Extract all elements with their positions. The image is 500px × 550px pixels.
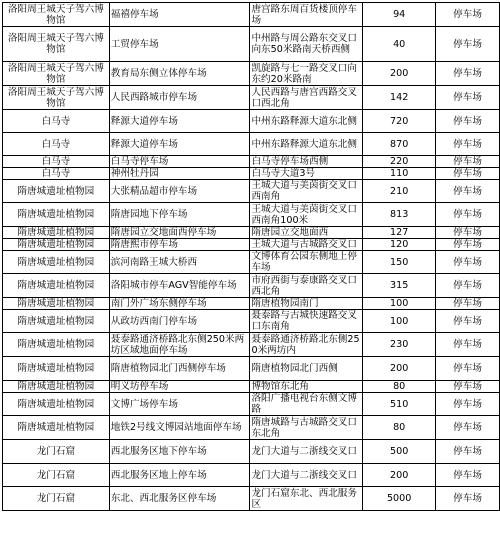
table-row (3, 310, 500, 333)
table-row (3, 227, 500, 239)
type-cell: 停车场 (436, 86, 500, 110)
scenic-area-cell: 龙门石窟 (3, 464, 110, 487)
scenic-area-cell: 白马寺 (3, 110, 110, 133)
scenic-area-cell: 洛阳周王城天子驾六博物馆 (3, 27, 110, 62)
scenic-area-cell: 隋唐城遗址植物园 (3, 239, 110, 251)
address-cell: 王城大道与古城路交叉口 (250, 239, 363, 251)
type-cell: 停车场 (436, 440, 500, 464)
type-cell: 停车场 (436, 310, 500, 333)
table-row (3, 3, 500, 27)
capacity-cell: 210 (363, 180, 436, 203)
address-cell: 市府西街与泰康路交叉口西北角 (250, 274, 363, 298)
parking-name-cell: 隋唐植物园北门西侧停车场 (109, 357, 250, 381)
parking-name-cell: 地铁2号线文博园站地面停车场 (109, 416, 250, 440)
capacity-cell: 813 (363, 203, 436, 227)
scenic-area-cell: 白马寺 (3, 156, 110, 168)
type-cell: 停车场 (436, 333, 500, 357)
parking-name-cell: 西北服务区地上停车场 (109, 464, 250, 487)
type-cell: 停车场 (436, 381, 500, 393)
table-row (3, 133, 500, 156)
parking-name-cell: 聂泰路通济桥路北东侧250米两坊区域地面停车场 (109, 333, 250, 357)
scenic-area-cell: 白马寺 (3, 168, 110, 180)
scenic-area-cell: 隋唐城遗址植物园 (3, 298, 110, 310)
table-row (3, 62, 500, 86)
table-row (3, 487, 500, 511)
capacity-cell: 100 (363, 310, 436, 333)
parking-table (2, 2, 500, 511)
address-cell: 白马寺停车场西侧 (250, 156, 363, 168)
parking-name-cell: 东北、西北服务区停车场 (109, 487, 250, 511)
table-row (3, 156, 500, 168)
scenic-area-cell: 隋唐城遗址植物园 (3, 333, 110, 357)
type-cell: 停车场 (436, 416, 500, 440)
table-row (3, 239, 500, 251)
capacity-cell: 150 (363, 251, 436, 274)
capacity-cell: 110 (363, 168, 436, 180)
address-cell: 王城大道与美茵街交叉口西南角 (250, 180, 363, 203)
scenic-area-cell: 隋唐城遗址植物园 (3, 251, 110, 274)
type-cell: 停车场 (436, 274, 500, 298)
address-cell: 龙门石窟东北、西北服务区 (250, 487, 363, 511)
capacity-cell: 870 (363, 133, 436, 156)
table-row (3, 274, 500, 298)
address-cell: 凯旋路与七一路交叉口向东约20米路南 (250, 62, 363, 86)
capacity-cell: 80 (363, 416, 436, 440)
address-cell: 龙门大道与二浙线交叉口 (250, 440, 363, 464)
address-cell: 文博体育公园东侧地上停车场 (250, 251, 363, 274)
scenic-area-cell: 隋唐城遗址植物园 (3, 393, 110, 416)
type-cell: 停车场 (436, 227, 500, 239)
type-cell: 停车场 (436, 357, 500, 381)
address-cell: 隋唐城路与古城路交叉口东北角 (250, 416, 363, 440)
parking-table-body (3, 3, 500, 511)
capacity-cell: 80 (363, 381, 436, 393)
capacity-cell: 315 (363, 274, 436, 298)
scenic-area-cell: 隋唐城遗址植物园 (3, 310, 110, 333)
parking-name-cell: 从政坊西南门停车场 (109, 310, 250, 333)
parking-name-cell: 释源大道停车场 (109, 110, 250, 133)
parking-name-cell: 西北服务区地下停车场 (109, 440, 250, 464)
parking-name-cell: 明义坊停车场 (109, 381, 250, 393)
scenic-area-cell: 龙门石窟 (3, 487, 110, 511)
address-cell: 聂泰路通济桥路北东侧250米两坊内 (250, 333, 363, 357)
table-row (3, 381, 500, 393)
parking-name-cell: 隋唐园地下停车场 (109, 203, 250, 227)
parking-name-cell: 神州牡丹园 (109, 168, 250, 180)
scenic-area-cell: 隋唐城遗址植物园 (3, 180, 110, 203)
parking-name-cell: 洛阳城市停车AGV智能停车场 (109, 274, 250, 298)
parking-name-cell: 隋唐熙市停车场 (109, 239, 250, 251)
scenic-area-cell: 隋唐城遗址植物园 (3, 203, 110, 227)
address-cell: 洛阳广播电视台东侧文博路 (250, 393, 363, 416)
capacity-cell: 142 (363, 86, 436, 110)
address-cell: 龙门大道与二浙线交叉口 (250, 464, 363, 487)
parking-name-cell: 人民西路城市停车场 (109, 86, 250, 110)
table-row (3, 203, 500, 227)
scenic-area-cell: 隋唐城遗址植物园 (3, 227, 110, 239)
address-cell: 中州路与周公路东交叉口向东50米路南天桥西侧 (250, 27, 363, 62)
table-row (3, 333, 500, 357)
capacity-cell: 220 (363, 156, 436, 168)
scenic-area-cell: 隋唐城遗址植物园 (3, 381, 110, 393)
type-cell: 停车场 (436, 3, 500, 27)
address-cell: 博物馆东北角 (250, 381, 363, 393)
capacity-cell: 500 (363, 440, 436, 464)
type-cell: 停车场 (436, 487, 500, 511)
capacity-cell: 510 (363, 393, 436, 416)
capacity-cell: 200 (363, 464, 436, 487)
scenic-area-cell: 隋唐城遗址植物园 (3, 357, 110, 381)
capacity-cell: 94 (363, 3, 436, 27)
address-cell: 隋唐植物园南门 (250, 298, 363, 310)
capacity-cell: 720 (363, 110, 436, 133)
address-cell: 聂泰路与古城快速路交叉口东南角 (250, 310, 363, 333)
capacity-cell: 100 (363, 298, 436, 310)
address-cell: 隋唐园立交地面西 (250, 227, 363, 239)
address-cell: 人民西路与唐宫西路交叉口西北角 (250, 86, 363, 110)
table-row (3, 168, 500, 180)
table-row (3, 464, 500, 487)
type-cell: 停车场 (436, 251, 500, 274)
scenic-area-cell: 洛阳周王城天子驾六博物馆 (3, 3, 110, 27)
table-row (3, 298, 500, 310)
address-cell: 王城大道与美茵街交叉口西南角100米 (250, 203, 363, 227)
type-cell: 停车场 (436, 156, 500, 168)
scenic-area-cell: 洛阳周王城天子驾六博物馆 (3, 62, 110, 86)
table-row (3, 440, 500, 464)
table-row (3, 86, 500, 110)
table-row (3, 357, 500, 381)
capacity-cell: 200 (363, 357, 436, 381)
type-cell: 停车场 (436, 180, 500, 203)
scenic-area-cell: 龙门石窟 (3, 440, 110, 464)
capacity-cell: 5000 (363, 487, 436, 511)
table-row (3, 251, 500, 274)
address-cell: 白马寺大道3号 (250, 168, 363, 180)
parking-name-cell: 大张精品超市停车场 (109, 180, 250, 203)
address-cell: 中州东路释源大道东北侧 (250, 110, 363, 133)
table-row (3, 416, 500, 440)
address-cell: 隋唐植物园北门西侧 (250, 357, 363, 381)
scenic-area-cell: 隋唐城遗址植物园 (3, 274, 110, 298)
type-cell: 停车场 (436, 133, 500, 156)
scenic-area-cell: 白马寺 (3, 133, 110, 156)
capacity-cell: 200 (363, 62, 436, 86)
parking-name-cell: 南门外广场东侧停车场 (109, 298, 250, 310)
table-row (3, 110, 500, 133)
table-row (3, 180, 500, 203)
address-cell: 唐宫路东周百货楼顶停车场 (250, 3, 363, 27)
capacity-cell: 120 (363, 239, 436, 251)
table-row (3, 27, 500, 62)
type-cell: 停车场 (436, 62, 500, 86)
parking-name-cell: 福禧停车场 (109, 3, 250, 27)
address-cell: 中州东路释源大道东北侧 (250, 133, 363, 156)
parking-name-cell: 白马寺停车场 (109, 156, 250, 168)
capacity-cell: 127 (363, 227, 436, 239)
type-cell: 停车场 (436, 168, 500, 180)
parking-name-cell: 教育局东侧立体停车场 (109, 62, 250, 86)
parking-name-cell: 隋唐园立交地面西停车场 (109, 227, 250, 239)
scenic-area-cell: 洛阳周王城天子驾六博物馆 (3, 86, 110, 110)
type-cell: 停车场 (436, 298, 500, 310)
type-cell: 停车场 (436, 393, 500, 416)
type-cell: 停车场 (436, 203, 500, 227)
capacity-cell: 40 (363, 27, 436, 62)
type-cell: 停车场 (436, 27, 500, 62)
capacity-cell: 230 (363, 333, 436, 357)
type-cell: 停车场 (436, 110, 500, 133)
parking-name-cell: 释源大道停车场 (109, 133, 250, 156)
parking-name-cell: 工贸停车场 (109, 27, 250, 62)
type-cell: 停车场 (436, 239, 500, 251)
parking-name-cell: 滨河南路王城大桥西 (109, 251, 250, 274)
table-row (3, 393, 500, 416)
type-cell: 停车场 (436, 464, 500, 487)
parking-name-cell: 文博广场停车场 (109, 393, 250, 416)
scenic-area-cell: 隋唐城遗址植物园 (3, 416, 110, 440)
